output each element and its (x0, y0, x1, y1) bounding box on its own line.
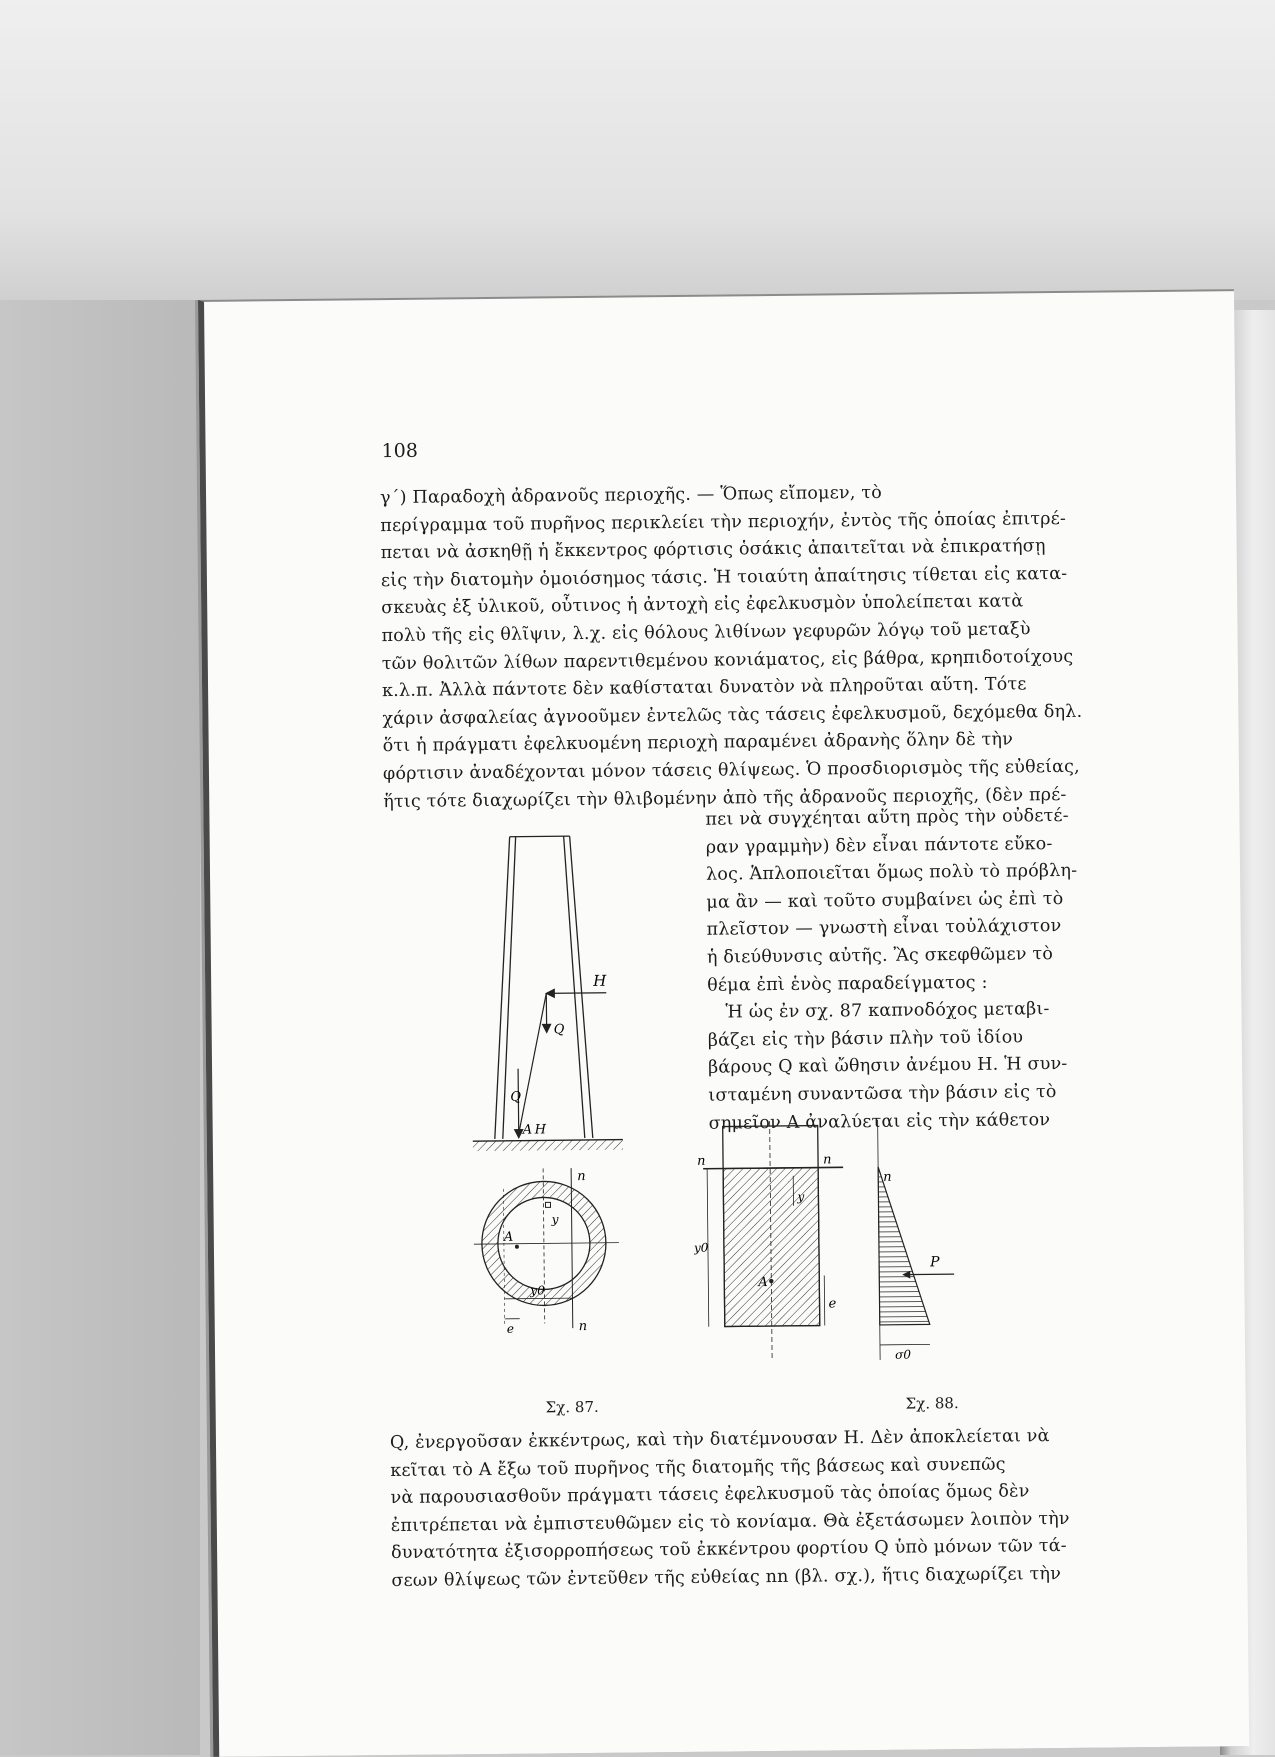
text-line: βάρους Q καὶ ὤθησιν ἀνέμου H. Ἡ συν- (708, 1051, 1098, 1083)
text-line: πεται νὰ ἀσκηθῇ ἡ ἔκκεντρος φόρτισις ὁσάκις ἀπαιτεῖται νὰ ἐπικρατήσῃ (381, 533, 1081, 568)
text-line: γ΄) Παραδοχὴ ἀδρανοῦς περιοχῆς. — Ὅπως εἴπομεν, τὸ (380, 478, 1080, 513)
text-line: Ἡ ὡς ἐν σχ. 87 καπνοδόχος μεταβι- (707, 996, 1097, 1028)
book-page (198, 289, 1249, 1757)
paragraph-top (380, 478, 1083, 816)
paragraph-right (705, 803, 1098, 1138)
label-Q-bar: Q (554, 1022, 565, 1037)
text-line: ἐπιτρέπεται νὰ ἐμπιστευθῶμεν εἰς τὸ κονίαμα. Θὰ ἐξετάσωμεν λοιπὸν τὴν (391, 1505, 1111, 1540)
label-Q: Q (510, 1090, 521, 1105)
text-line: τῶν θολιτῶν λίθων παρεντιθεμένου κονιάματος, εἰς βάθρα, κρηπιδοτοίχους (382, 643, 1082, 678)
text-line: κεῖται τὸ Α ἔξω τοῦ πυρῆνος τῆς διατομῆς τῆς βάσεως καὶ συνεπῶς (390, 1450, 1110, 1485)
background-left (0, 300, 200, 1755)
label-y: y (796, 1190, 804, 1204)
figure-88-section (693, 1114, 956, 1377)
text-line: λος. Ἁπλοποιεῖται ὅμως πολὺ τὸ πρόβλη- (706, 858, 1096, 890)
label-y: y (551, 1212, 559, 1226)
label-y0: y0 (693, 1241, 709, 1255)
label-n-left: n (697, 1154, 706, 1169)
text-line: εἰς τὴν διατομὴν ὁμοιόσημος τάσις. Ἡ τοιαύτη ἀπαίτησις τίθεται εἰς κατα- (381, 561, 1081, 596)
text-line: ισταμένη συναντῶσα τὴν βάσιν εἰς τὸ (708, 1079, 1098, 1111)
page-number: 108 (381, 440, 417, 462)
text-line: ραν γραμμὴν) δὲν εἶναι πάντοτε εὔκο- (706, 830, 1096, 862)
label-n-mid: n (823, 1152, 832, 1167)
label-n-right: n (883, 1170, 892, 1185)
chimney-elevation (492, 836, 593, 1139)
text-line: πολὺ τῆς εἰς θλῖψιν, λ.χ. εἰς θόλους λιθίνων γεφυρῶν λόγῳ τοῦ μεταξὺ (381, 616, 1081, 651)
label-y0: y0 (529, 1283, 545, 1297)
label-H2: H (534, 1122, 547, 1137)
text-line: φόρτισιν ἀναδέχονται μόνον τάσεις θλίψεως. Ὁ προσδιορισμὸς τῆς εὐθείας, (383, 754, 1083, 789)
caption-figure-88: Σχ. 88. (906, 1394, 959, 1413)
label-A-section: A (503, 1230, 514, 1245)
label-A: A (757, 1275, 768, 1290)
text-line: σκευὰς ἐξ ὑλικοῦ, οὗτινος ἡ ἀντοχὴ εἰς ἐφελκυσμὸν ὑπολείπεται κατὰ (381, 588, 1081, 623)
text-line: μα ἂν — καὶ τοῦτο συμβαίνει ὡς ἐπὶ τὸ (706, 885, 1096, 917)
text-line: θέμα ἐπὶ ἑνὸς παραδείγματος : (707, 968, 1097, 1000)
text-line: κ.λ.π. Ἀλλὰ πάντοτε δὲν καθίσταται δυνατὸν νὰ πληροῦται αὕτη. Τότε (382, 671, 1082, 706)
label-H: H (592, 972, 607, 990)
text-line: Q, ἐνεργοῦσαν ἐκκέντρως, καὶ τὴν διατέμνουσαν H. Δὲν ἀποκλείεται νὰ (390, 1423, 1110, 1458)
text-line: σημεῖον Α ἀναλύεται εἰς τὴν κάθετον (709, 1106, 1099, 1138)
caption-figure-87: Σχ. 87. (546, 1398, 599, 1417)
text-line: χάριν ἀσφαλείας ἀγνοοῦμεν ἐντελῶς τὰς τάσεις ἐφελκυσμοῦ, δεχόμεθα δηλ. (382, 699, 1082, 734)
text-line: ὅτι ἡ πράγματι ἐφελκυομένη περιοχὴ παραμένει ἀδρανὴς ὅλην δὲ τὴν (383, 726, 1083, 761)
line-nn (703, 1167, 843, 1168)
label-e: e (507, 1322, 514, 1336)
text-line: ἥτις τότε διαχωρίζει τὴν θλιβομένην ἀπὸ τῆς ἀδρανοῦς περιοχῆς, (δὲν πρέ- (383, 781, 1083, 816)
label-P: P (929, 1254, 940, 1270)
text-line: νὰ παρουσιασθοῦν πράγματι τάσεις ἐφελκυσμοῦ τὰς ὁποίας ὅμως δὲν (390, 1478, 1110, 1513)
ring-section (473, 1168, 620, 1330)
stress-triangle (878, 1166, 930, 1325)
label-A: A (522, 1123, 533, 1138)
label-n-top: n (577, 1169, 586, 1184)
figure-87-chimney (440, 827, 646, 1389)
background-top (0, 0, 1275, 300)
paragraph-bottom (390, 1423, 1112, 1596)
label-e: e (828, 1296, 836, 1311)
label-n-bottom: n (579, 1319, 588, 1334)
text-line: δυνατότητα ἐξισορροπήσεως τοῦ ἐκκέντρου φορτίου Q ὑπὸ μόνων τῶν τά- (391, 1533, 1111, 1568)
label-sigma0: σ0 (895, 1348, 911, 1362)
text-line: περίγραμμα τοῦ πυρῆνος περικλείει τὴν περιοχήν, ἐντὸς τῆς ὁποίας ἐπιτρέ- (380, 505, 1080, 540)
text-line: βάζει εἰς τὴν βάσιν πλὴν τοῦ ἰδίου (708, 1023, 1098, 1055)
text-line: πει νὰ συγχέηται αὕτη πρὸς τὴν οὐδετέ- (705, 803, 1095, 835)
text-line: σεων θλίψεως τῶν ἐντεῦθεν τῆς εὐθείας nn (βλ. σχ.), ἥτις διαχωρίζει τὴν (391, 1560, 1111, 1595)
force-vectors (513, 989, 608, 1138)
text-line: ἡ διεύθυνσις αὐτῆς. Ἂς σκεφθῶμεν τὸ (707, 941, 1097, 973)
text-line: πλεῖστον — γνωστὴ εἶναι τοὐλάχιστον (706, 913, 1096, 945)
compressed-zone (723, 1168, 820, 1327)
